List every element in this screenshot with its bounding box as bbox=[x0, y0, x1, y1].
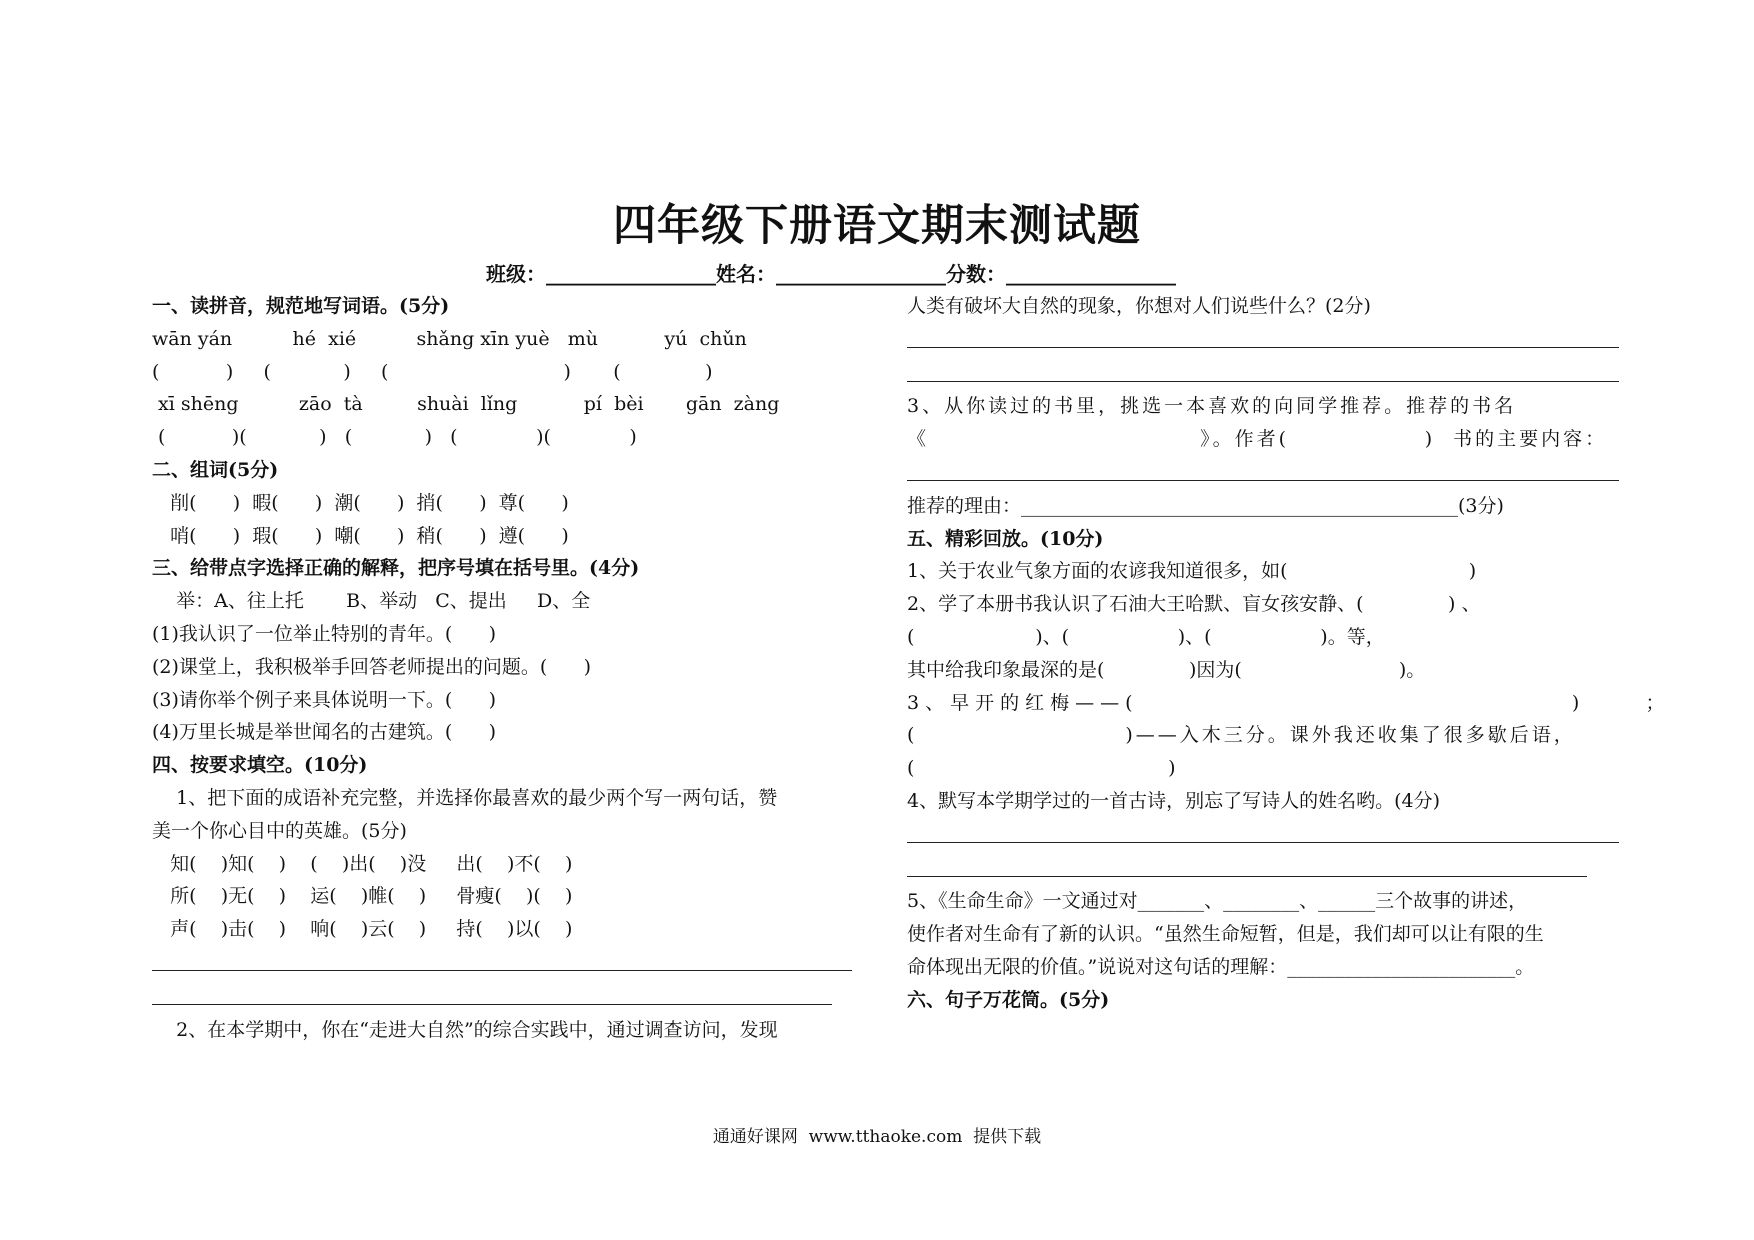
question-text: 使作者对生命有了新的认识。“虽然生命短暂，但是，我们却可以让有限的生 bbox=[907, 923, 1544, 946]
section-5-heading: 五、精彩回放。(10分) bbox=[907, 527, 1104, 550]
question-item: (1)我认识了一位举止特别的青年。( ) bbox=[152, 622, 496, 645]
question-text: 命体现出无限的价值。”说说对这句话的理解：________________________。 bbox=[907, 955, 1535, 978]
question-text: 其中给我印象最深的是( )因为( )。 bbox=[907, 658, 1426, 681]
idiom-row: 知( )知( ) ( )出( )没 出( )不( ) bbox=[152, 852, 573, 875]
left-column bbox=[152, 290, 862, 1046]
question-text: 3、早开的红梅——( ) ； bbox=[907, 691, 1671, 714]
question-text: 1、关于农业气象方面的农谚我知道很多，如( ) bbox=[907, 560, 1477, 583]
question-text: 1、把下面的成语补充完整，并选择你最喜欢的最少两个写一两句话，赞 bbox=[152, 786, 778, 809]
word-group-row: 哨( ) 瑕( ) 嘲( ) 稍( ) 遵( ) bbox=[152, 524, 569, 547]
question-text: 2、在本学期中，你在“走进大自然”的综合实践中，通过调查访问，发现 bbox=[152, 1018, 778, 1041]
question-text: 《 》。作者( ) 书的主要内容： bbox=[907, 428, 1608, 451]
pinyin-row: xī shēng zāo tà shuài lǐng pí bèi gān zàng bbox=[152, 393, 780, 416]
question-text: 3、从你读过的书里，挑选一本喜欢的向同学推荐。推荐的书名 bbox=[907, 395, 1517, 418]
question-item: (4)万里长城是举世闻名的古建筑。( ) bbox=[152, 721, 496, 744]
answer-line bbox=[152, 980, 832, 1005]
answer-line bbox=[907, 357, 1619, 382]
section-4-heading: 四、按要求填空。(10分) bbox=[152, 754, 368, 777]
section-1-heading: 一、读拼音，规范地写词语。(5分) bbox=[152, 295, 450, 317]
question-text: 推荐的理由：______________________________________________(3分) bbox=[907, 494, 1504, 517]
question-text: ( )——入木三分。课外我还收集了很多歇后语， bbox=[907, 724, 1576, 747]
question-text: ( )、( )、( )。等， bbox=[907, 625, 1385, 648]
question-text: 美一个你心目中的英雄。(5分) bbox=[152, 819, 407, 842]
exam-title: 四年级下册语文期末测试题 bbox=[613, 201, 1141, 251]
right-column bbox=[907, 290, 1671, 1017]
question-text: 人类有破坏大自然的现象，你想对人们说些什么？(2分) bbox=[907, 295, 1371, 317]
answer-line bbox=[152, 946, 852, 971]
answer-brackets-row: ( )( ) ( ) ( )( ) bbox=[152, 426, 637, 449]
word-group-row: 削( ) 暇( ) 潮( ) 捎( ) 尊( ) bbox=[152, 491, 569, 514]
pinyin-row: wān yán hé xié shǎng xīn yuè mù yú chǔn bbox=[152, 327, 747, 350]
answer-brackets-row: ( ) ( ) ( ) ( ) bbox=[152, 360, 713, 383]
section-2-heading: 二、组词(5分) bbox=[152, 458, 279, 481]
question-text: ( ) bbox=[907, 757, 1176, 780]
answer-line bbox=[907, 456, 1619, 481]
answer-line bbox=[907, 818, 1619, 843]
question-item: (2)课堂上，我积极举手回答老师提出的问题。( ) bbox=[152, 655, 591, 678]
meaning-options: 举：A、往上托 B、举动 C、提出 D、全 bbox=[152, 590, 591, 613]
idiom-row: 所( )无( ) 运( )帷( ) 骨瘦( )( ) bbox=[152, 885, 573, 908]
section-6-heading: 六、句子万花筒。(5分) bbox=[907, 988, 1110, 1011]
student-info-line: 班级：_________________姓名：_________________分数：_________________ bbox=[486, 262, 1176, 286]
answer-line bbox=[907, 852, 1587, 877]
question-item: (3)请你举个例子来具体说明一下。( ) bbox=[152, 688, 496, 711]
question-text: 5、《生命生命》一文通过对_______、________、______三个故事的讲述， bbox=[907, 890, 1528, 913]
idiom-row: 声( )击( ) 响( )云( ) 持( )以( ) bbox=[152, 918, 573, 941]
footer-credit: 通通好课网 www.tthaoke.com 提供下载 bbox=[712, 1127, 1042, 1147]
question-text: 4、默写本学期学过的一首古诗，别忘了写诗人的姓名哟。(4分) bbox=[907, 789, 1441, 812]
question-text: 2、学了本册书我认识了石油大王哈默、盲女孩安静、( ) 、 bbox=[907, 593, 1481, 616]
answer-line bbox=[907, 323, 1619, 348]
section-3-heading: 三、给带点字选择正确的解释，把序号填在括号里。(4分) bbox=[152, 557, 640, 580]
